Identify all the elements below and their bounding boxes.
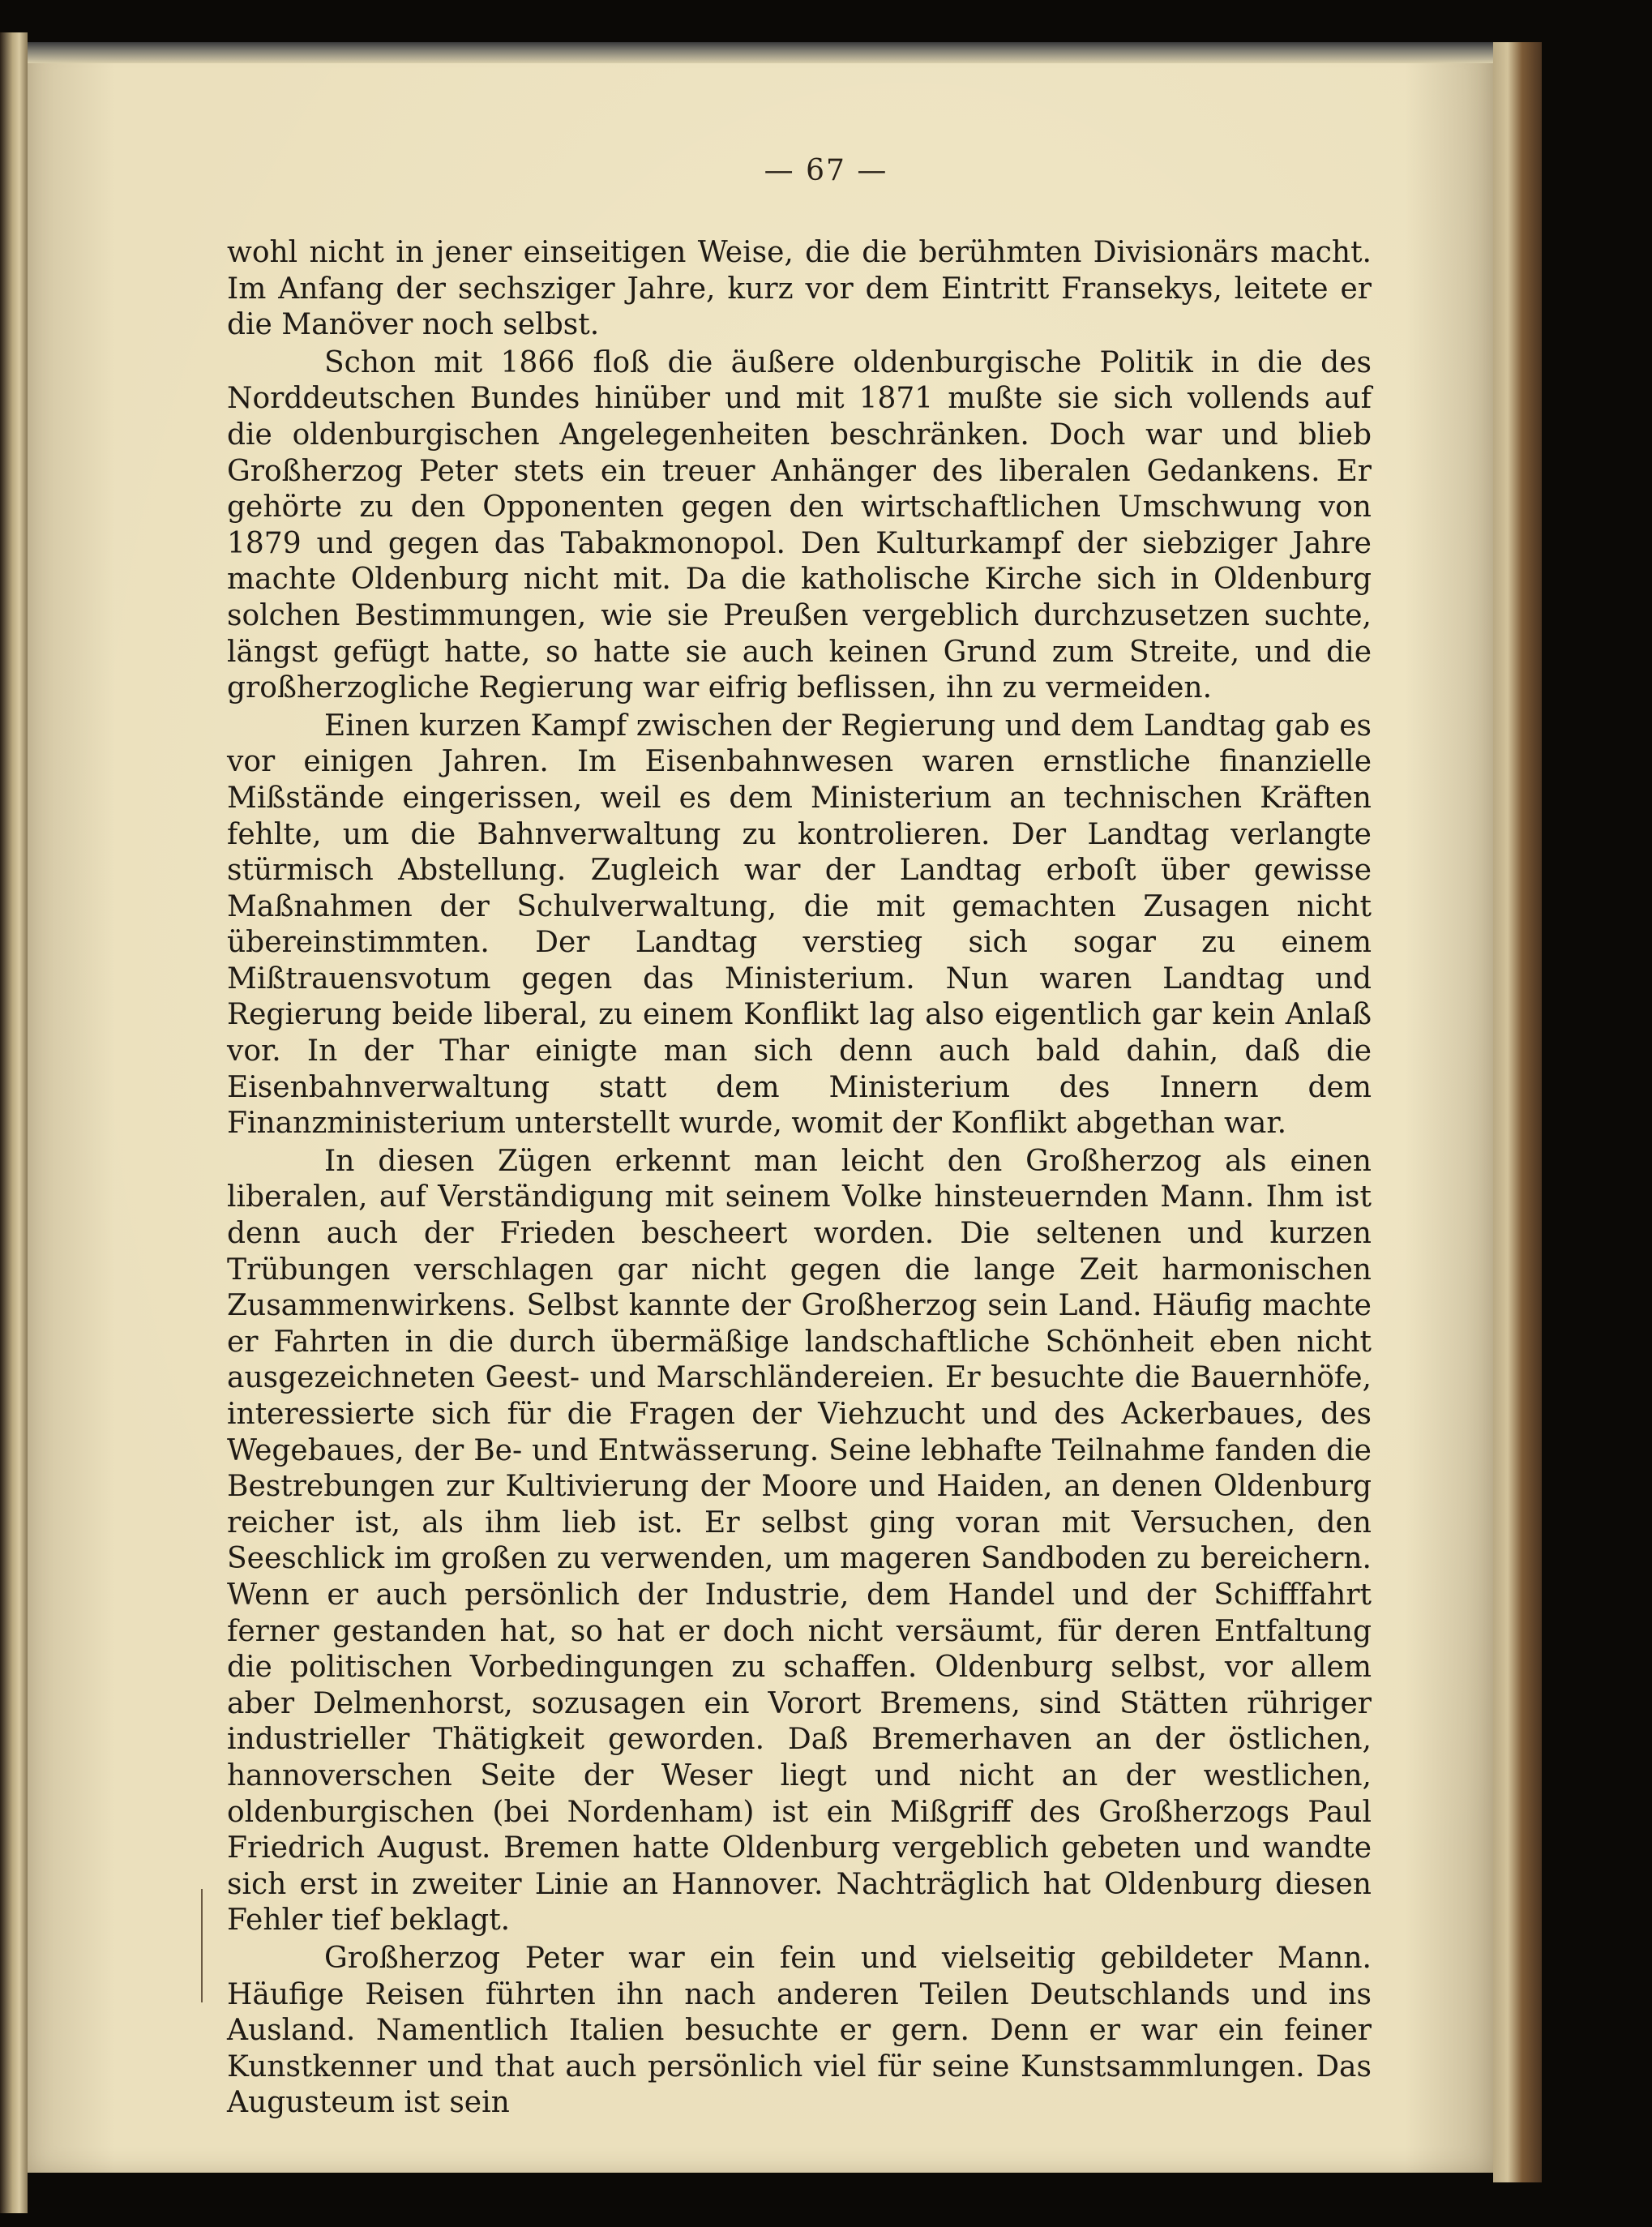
paragraph: Großherzog Peter war ein fein und vielseitig gebildeter Mann. Häufige Reisen führten ihn nach anderen Teilen Deutschlands und ins Ausland. Namentlich Italien besuchte er gern. Denn er war ein feiner Kunstkenner und that auch persönlich viel für seine Kunstsammlungen. Das Augusteum ist sein	[227, 1941, 1372, 2120]
margin-line	[201, 1889, 203, 2002]
page-number: — 67 —	[764, 154, 888, 187]
paragraph: Schon mit 1866 floß die äußere oldenburgische Politik in die des Norddeutschen Bundes hinüber und mit 1871 mußte sie sich vollends auf die oldenburgischen Angelegenheiten beschränken. Doch war und blieb Großherzog Peter stets ein treuer Anhänger des liberalen Gedankens. Er gehörte zu den Opponenten gegen den wirtschaftlichen Umschwung von 1879 und gegen das Tabakmonopol. Den Kulturkampf der siebziger Jahre machte Oldenburg nicht mit. Da die katholische Kirche sich in Oldenburg solchen Bestimmungen, wie sie Preußen vergeblich durchzusetzen suchte, längst gefügt hatte, so hatte sie auch keinen Grund zum Streite, und die großherzogliche Regierung war eifrig beflissen, ihn zu vermeiden.	[227, 345, 1372, 705]
paragraph: Einen kurzen Kampf zwischen der Regierung und dem Landtag gab es vor einigen Jahren. Im Eisenbahnwesen waren ernstliche finanzielle Mißstände eingerissen, weil es dem Ministerium an technischen Kräften fehlte, um die Bahnverwaltung zu kontrolieren. Der Landtag verlangte stürmisch Abstellung. Zugleich war der Landtag erboſt über gewisse Maßnahmen der Schulverwaltung, die mit gemachten Zusagen nicht übereinstimmten. Der Landtag verstieg sich sogar zu einem Mißtrauensvotum gegen das Ministerium. Nun waren Landtag und Regierung beide liberal, zu einem Konflikt lag also eigentlich gar kein Anlaß vor. In der Thar einigte man sich denn auch bald dahin, daß die Eisenbahnverwaltung statt dem Ministerium des Innern dem Finanzministerium unterstellt wurde, womit der Konflikt abgethan war.	[227, 709, 1372, 1141]
page-top-edge	[28, 42, 1493, 63]
paragraph: In diesen Zügen erkennt man leicht den Großherzog als einen liberalen, auf Verständigung mit seinem Volke hinsteuernden Mann. Ihm ist denn auch der Frieden bescheert worden. Die seltenen und kurzen Trübungen verschlagen gar nicht gegen die lange Zeit harmonischen Zusammenwirkens. Selbst kannte der Großherzog sein Land. Häufig machte er Fahrten in die durch übermäßige landschaftliche Schönheit eben nicht ausgezeichneten Geest- und Marschländereien. Er besuchte die Bauernhöfe, interessierte sich für die Fragen der Viehzucht und des Ackerbaues, des Wegebaues, der Be- und Entwässerung. Seine lebhafte Teilnahme fanden die Bestrebungen zur Kultivierung der Moore und Haiden, an denen Oldenburg reicher ist, als ihm lieb ist. Er selbst ging voran mit Versuchen, den Seeschlick im großen zu verwenden, um mageren Sandboden zu bereichern. Wenn er auch persönlich der Industrie, dem Handel und der Schifffahrt ferner gestanden hat, so hat er doch nicht versäumt, für deren Entfaltung die politischen Vorbedingungen zu schaffen. Oldenburg selbst, vor allem aber Delmenhorst, sozusagen ein Vorort Bremens, sind Stätten rühriger industrieller Thätigkeit geworden. Daß Bremerhaven an der östlichen, hannoverschen Seite der Weser liegt und nicht an der westlichen, oldenburgischen (bei Nordenham) ist ein Mißgriff des Großherzogs Paul Friedrich August. Bremen hatte Oldenburg vergeblich gebeten und wandte sich erst in zweiter Linie an Hannover. Nachträglich hat Oldenburg diesen Fehler tief beklagt.	[227, 1144, 1372, 1938]
book-cover-edge	[1493, 42, 1542, 2182]
background-right	[1542, 49, 1652, 2181]
book-spine-edge	[0, 32, 28, 2213]
body-text	[227, 235, 1372, 2122]
paragraph: wohl nicht in jener einseitigen Weise, die die berühmten Divisionärs macht. Im Anfang der sechsziger Jahre, kurz vor dem Eintritt Fransekys, leitete er die Manöver noch selbst.	[227, 236, 1372, 342]
